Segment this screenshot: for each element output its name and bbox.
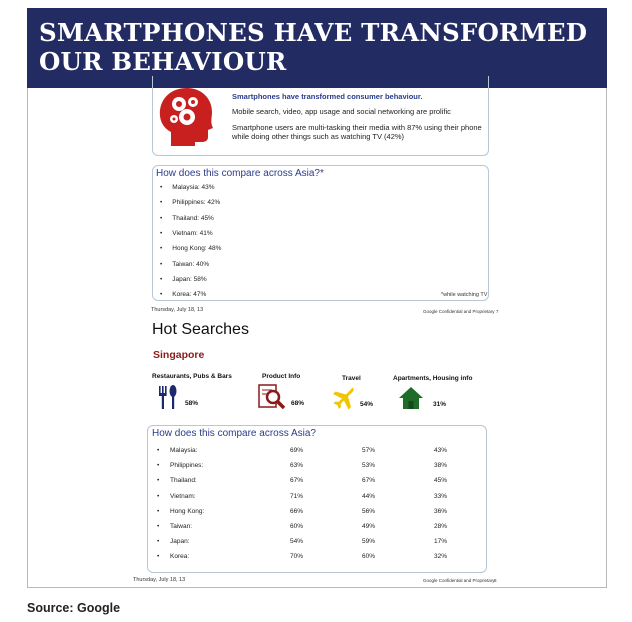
summary-line: Mobile search, video, app usage and social networking are prolific: [232, 107, 451, 116]
table-cell: 53%: [362, 462, 376, 470]
market-label: Singapore: [153, 349, 205, 361]
country-stat: Hong Kong: 48%: [172, 245, 222, 253]
magnifier-icon: [258, 384, 286, 410]
country-name: Japan:: [170, 538, 190, 546]
table-cell: 43%: [434, 447, 448, 454]
page-number: 8: [494, 578, 497, 583]
confidential-label: Google Confidential and Proprietary: [423, 578, 495, 583]
country-stat: Taiwan: 40%: [172, 260, 210, 268]
country-list-item: [160, 230, 213, 237]
country-stat: Japan: 58%: [172, 275, 207, 283]
bullet-icon: •: [160, 214, 163, 222]
table-cell: 54%: [290, 538, 304, 546]
asia-compare-title: How does this compare across Asia?: [152, 428, 316, 439]
country-list-item: [160, 184, 215, 191]
country-stat: Korea: 47%: [172, 291, 207, 299]
country-stat: Philippines: 42%: [172, 199, 221, 207]
airplane-icon: [332, 386, 356, 410]
country-list-item: [160, 215, 214, 222]
category-label: Restaurants, Pubs & Bars: [152, 373, 232, 380]
head-gears-icon: [157, 86, 217, 148]
category-value: 68%: [291, 400, 305, 407]
table-cell: 69%: [290, 447, 304, 454]
bullet-icon: •: [157, 523, 160, 530]
table-cell: 71%: [290, 492, 304, 500]
country-name: Hong Kong:: [170, 507, 205, 515]
table-cell: 32%: [434, 553, 448, 561]
slide-date: Thursday, July 18, 13: [151, 307, 204, 313]
country-name: Taiwan:: [170, 523, 193, 530]
category-value: 58%: [185, 400, 199, 407]
country-list-item: [160, 199, 220, 206]
table-cell: 66%: [290, 507, 304, 515]
bullet-icon: •: [157, 492, 160, 500]
country-list-item: [160, 245, 221, 252]
bullet-icon: •: [157, 477, 160, 485]
country-list-item: [160, 276, 207, 283]
page-number: 7: [496, 309, 499, 314]
table-cell: 36%: [434, 507, 448, 515]
table-cell: 28%: [434, 523, 448, 530]
table-cell: 33%: [434, 492, 448, 500]
table-cell: 45%: [434, 477, 448, 485]
asia-compare-title: How does this compare across Asia?*: [156, 168, 324, 179]
category-label: Apartments, Housing info: [393, 375, 473, 382]
table-cell: 60%: [290, 523, 304, 530]
bullet-icon: •: [157, 553, 160, 561]
confidential-label: Google Confidential and Proprietary: [423, 309, 495, 314]
table-cell: 44%: [362, 492, 376, 500]
country-name: Thailand:: [170, 477, 197, 485]
slide-date: Thursday, July 18, 13: [133, 577, 186, 583]
bullet-icon: •: [160, 229, 163, 237]
summary-line: Smartphone users are multi-tasking their media with 87% using their phone while doing other things such as watching TV (42%): [232, 123, 482, 141]
table-cell: 70%: [290, 553, 304, 561]
bullet-icon: •: [157, 447, 160, 454]
category-label: Travel: [342, 375, 361, 382]
footnote: *while watching TV: [441, 292, 488, 298]
page-title: SMARTPHONES HAVE TRANSFORMED OUR BEHAVIOUR: [39, 18, 588, 76]
table-cell: 57%: [362, 447, 376, 454]
bullet-icon: •: [157, 507, 160, 515]
country-stat: Thailand: 45%: [172, 214, 214, 222]
table-cell: 59%: [362, 538, 376, 546]
country-list-item: [160, 261, 209, 268]
cutlery-icon: [157, 384, 179, 410]
category-label: Product Info: [262, 373, 301, 380]
bullet-icon: •: [157, 538, 160, 546]
country-stat: Malaysia: 43%: [172, 184, 215, 191]
bullet-icon: •: [160, 184, 163, 191]
country-name: Malaysia:: [170, 447, 198, 454]
category-value: 54%: [360, 401, 374, 408]
hot-searches-title: Hot Searches: [152, 321, 249, 338]
table-cell: 63%: [290, 462, 304, 470]
table-cell: 17%: [434, 538, 448, 546]
table-cell: 60%: [362, 553, 376, 561]
bullet-icon: •: [160, 275, 163, 283]
bullet-icon: •: [157, 462, 160, 470]
table-cell: 67%: [290, 477, 304, 485]
country-name: Philippines:: [170, 462, 204, 470]
bullet-icon: •: [160, 199, 163, 207]
country-name: Vietnam:: [170, 492, 196, 500]
table-cell: 56%: [362, 507, 376, 515]
summary-title: Smartphones have transformed consumer behaviour.: [232, 92, 423, 101]
bullet-icon: •: [160, 245, 163, 253]
table-cell: 38%: [434, 462, 448, 470]
country-list-item: [160, 291, 206, 298]
table-cell: 67%: [362, 477, 376, 485]
table-cell: 49%: [362, 523, 376, 530]
house-icon: [398, 386, 424, 410]
country-stat: Vietnam: 41%: [172, 229, 213, 237]
bullet-icon: •: [160, 291, 163, 299]
country-name: Korea:: [170, 553, 190, 561]
category-value: 31%: [433, 401, 447, 408]
bullet-icon: •: [160, 260, 163, 268]
source-caption: Source: Google: [27, 601, 121, 615]
